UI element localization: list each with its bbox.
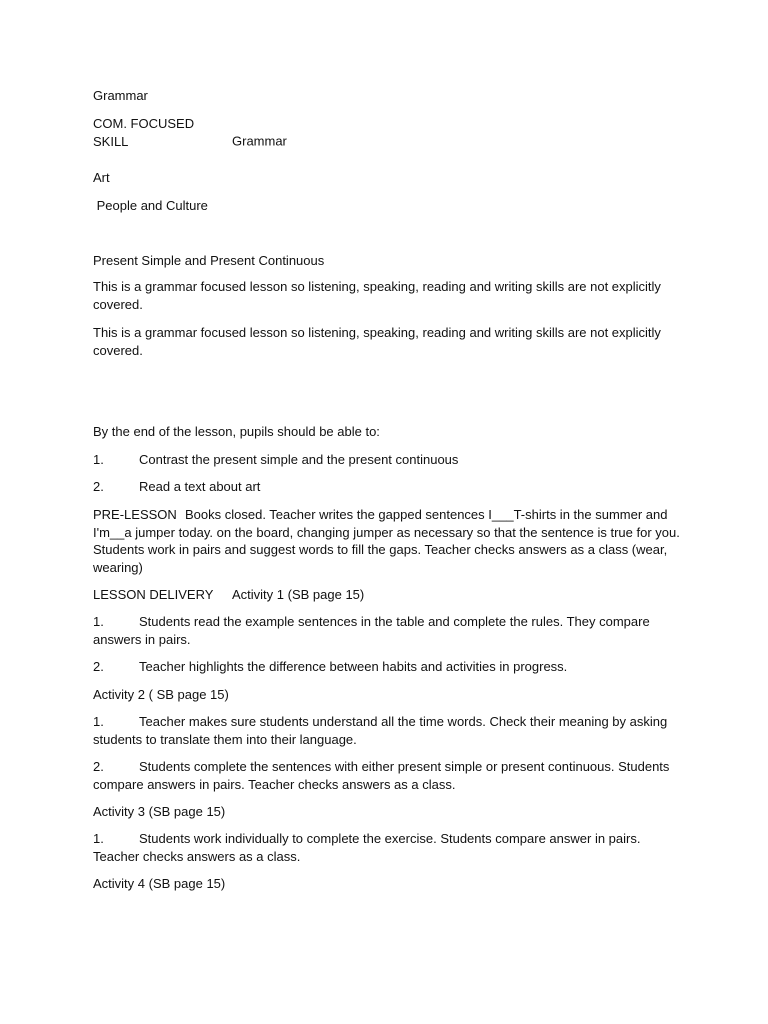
step-number: 2. (93, 659, 104, 674)
activity-step (93, 830, 683, 865)
focused-skill-label: COM. FOCUSED SKILL (93, 116, 195, 149)
step-text: Students read the example sentences in the table and complete the rules. They compare answers in pairs. (93, 614, 650, 647)
focused-skill-line (93, 115, 683, 150)
topic-line: Art (93, 170, 110, 185)
focused-skill-value: Grammar (232, 133, 287, 149)
pre-lesson-paragraph (93, 506, 683, 576)
step-number: 2. (93, 759, 104, 774)
objective-item (93, 478, 683, 496)
lesson-title: Present Simple and Present Continuous (93, 253, 325, 268)
activity-step (93, 613, 683, 648)
objective-text: Read a text about art (139, 479, 261, 494)
pre-lesson-text: Books closed. Teacher writes the gapped sentences I___T-shirts in the summer and I'm__a jumper today. on the board, changing jumper as necessary so that the sentence is true for you. Students work in pairs and suggest words to fill the gaps. Teacher checks answers as a class (wear, wearing) (93, 507, 680, 575)
pre-lesson-label: PRE-LESSON (93, 507, 177, 522)
objective-item (93, 451, 683, 469)
skills-note-2: This is a grammar focused lesson so listening, speaking, reading and writing skills are not explicitly covered. (93, 325, 661, 358)
activity-1-title: Activity 1 (SB page 15) (232, 587, 365, 602)
lesson-delivery-line (93, 586, 683, 604)
step-number: 1. (93, 614, 104, 629)
activity-step (93, 658, 683, 676)
theme-line: People and Culture (93, 198, 208, 213)
step-text: Teacher highlights the difference between habits and activities in progress. (139, 659, 568, 674)
activity-2-title: Activity 2 ( SB page 15) (93, 687, 229, 702)
objectives-intro: By the end of the lesson, pupils should be able to: (93, 424, 380, 439)
lesson-delivery-label: LESSON DELIVERY (93, 587, 214, 602)
skills-note-1: This is a grammar focused lesson so listening, speaking, reading and writing skills are not explicitly covered. (93, 279, 661, 312)
objective-number: 2. (93, 479, 104, 494)
step-number: 1. (93, 831, 104, 846)
activity-4-title: Activity 4 (SB page 15) (93, 876, 226, 891)
subject-heading: Grammar (93, 88, 148, 103)
step-text: Teacher makes sure students understand all the time words. Check their meaning by asking students to translate them into their language. (93, 714, 668, 747)
objective-text: Contrast the present simple and the present continuous (139, 452, 459, 467)
step-number: 1. (93, 714, 104, 729)
activity-3-title: Activity 3 (SB page 15) (93, 804, 226, 819)
activity-step (93, 758, 683, 793)
objective-number: 1. (93, 452, 104, 467)
activity-step (93, 713, 683, 748)
step-text: Students complete the sentences with either present simple or present continuous. Students compare answers in pairs. Teacher checks answers as a class. (93, 759, 670, 792)
step-text: Students work individually to complete the exercise. Students compare answer in pairs. Teacher checks answers as a class. (93, 831, 641, 864)
